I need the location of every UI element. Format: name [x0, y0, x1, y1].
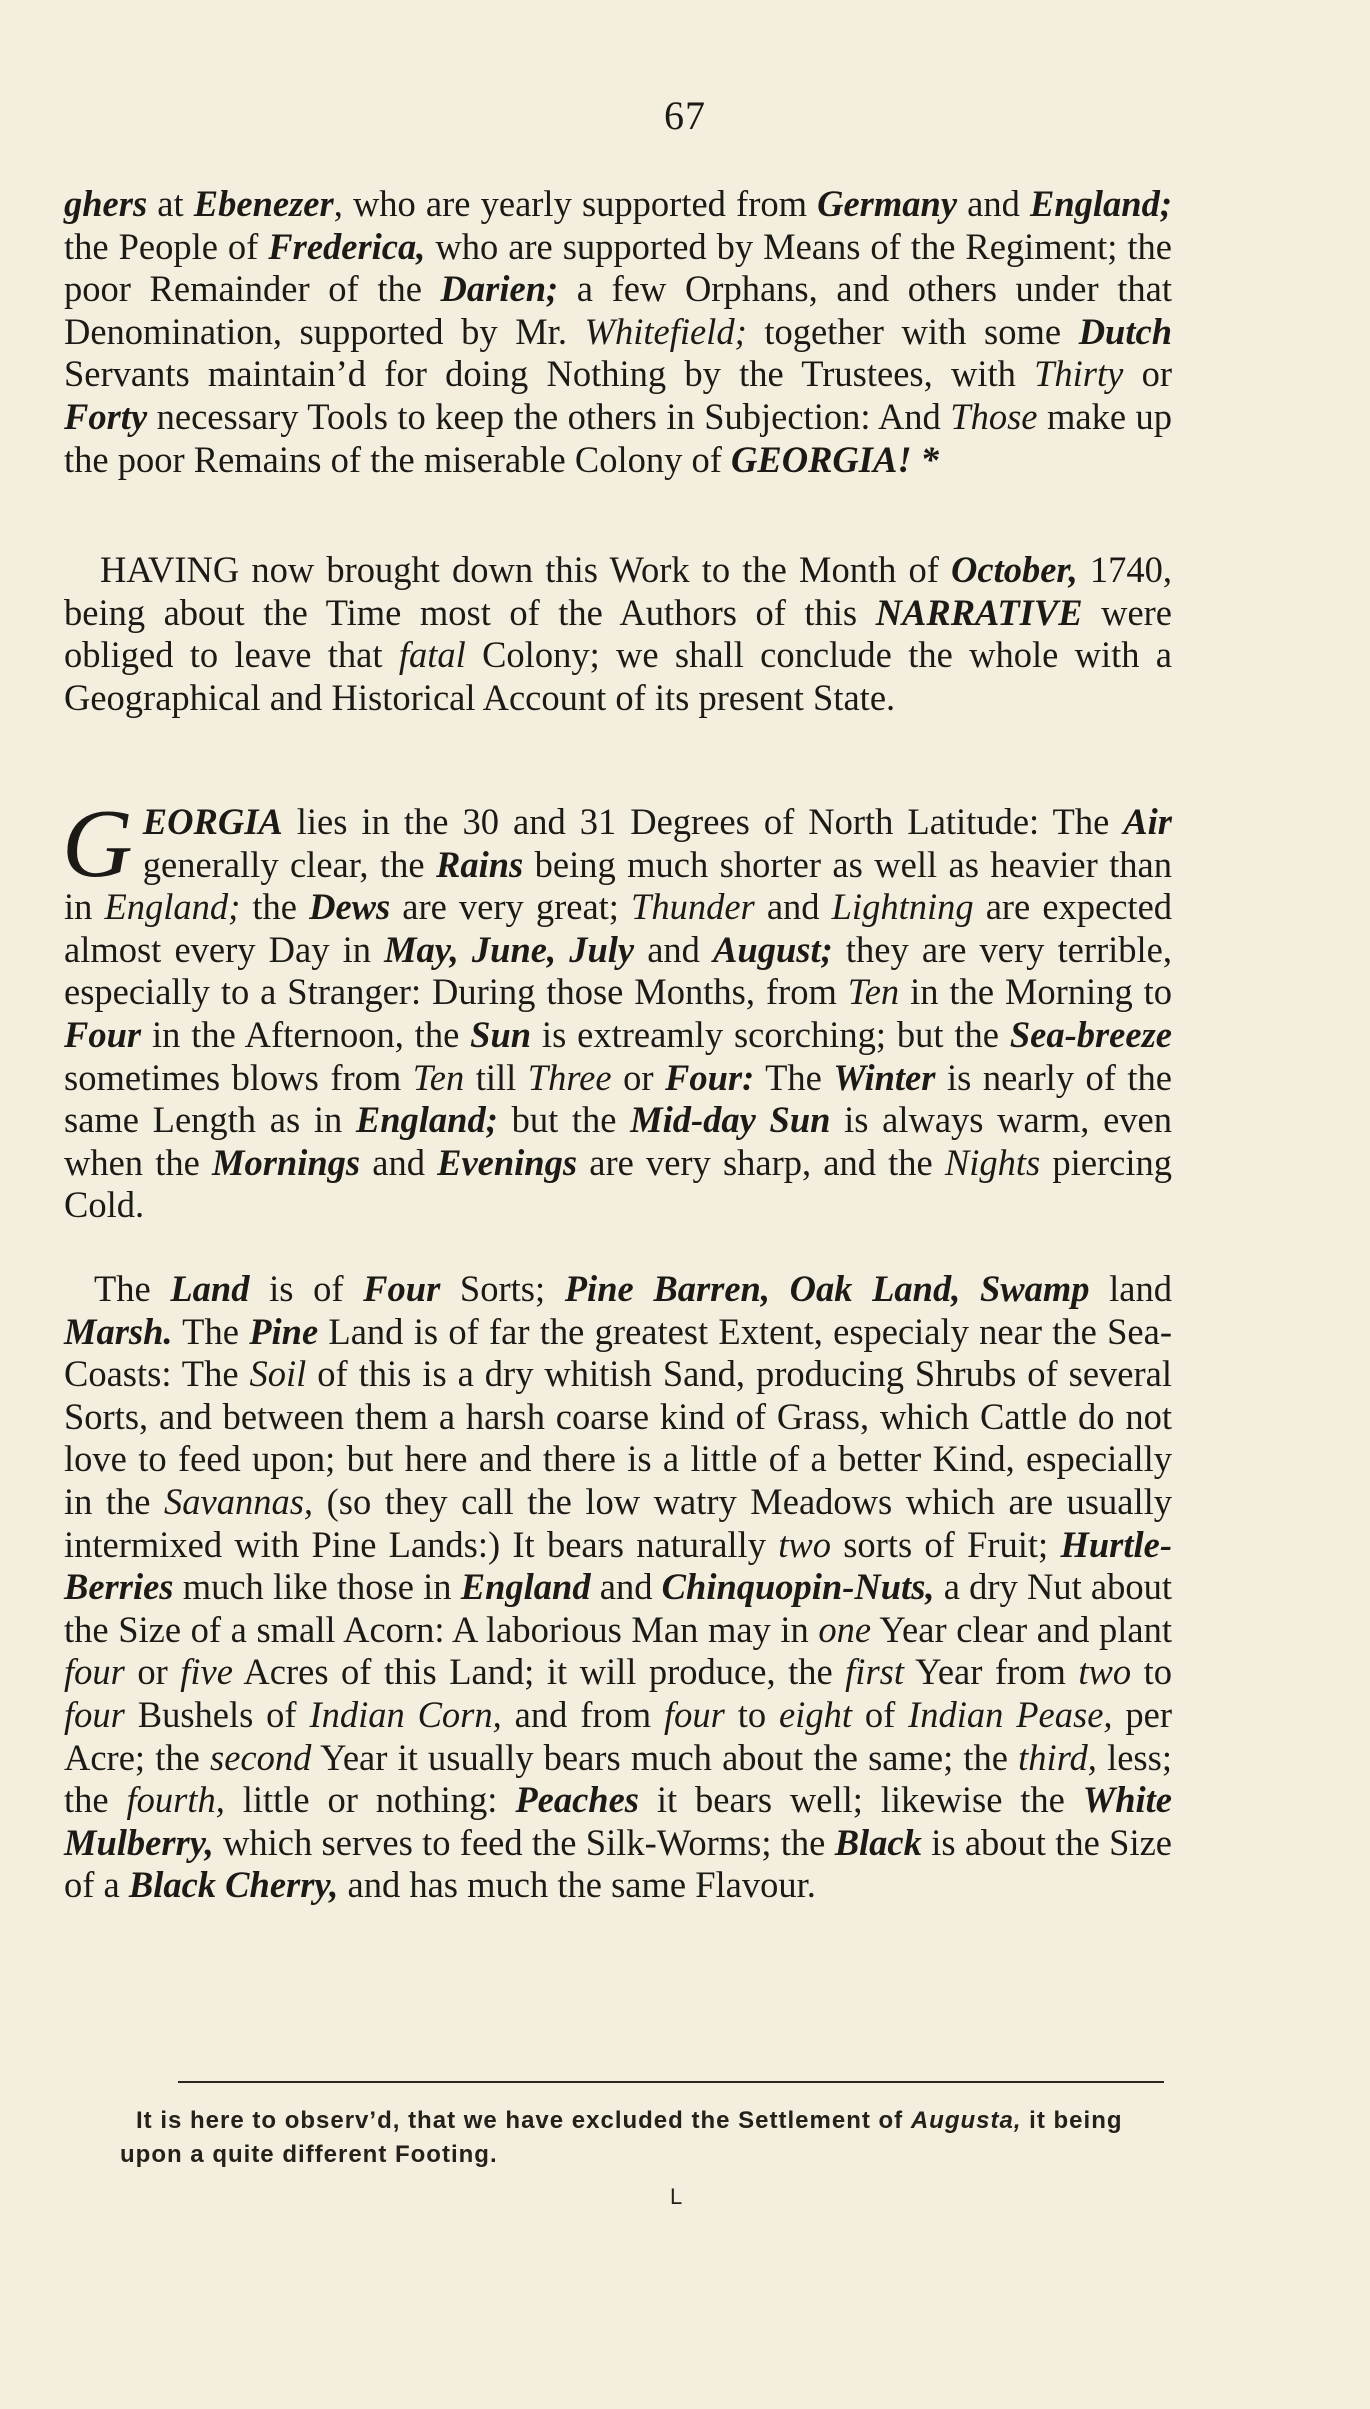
text-run: they are very terrible, especially to a Stranger: During those Months, from	[64, 928, 1173, 1013]
text-run: Dews	[309, 886, 391, 928]
text-run: Black	[834, 1821, 922, 1863]
text-run: Peaches	[515, 1779, 639, 1821]
text-run: in the Morning to	[899, 971, 1173, 1013]
signature-mark: L	[670, 2184, 683, 2209]
text-run: Sun	[470, 1013, 532, 1055]
text-run: Sorts;	[440, 1268, 565, 1309]
text-run: till	[464, 1056, 528, 1098]
text-run: , who are yearly supported from	[333, 183, 818, 224]
text-run: Augusta,	[910, 2107, 1022, 2134]
text-run: 1740, being about the Time most of the Authors of this	[64, 549, 1172, 633]
text-run: are expected almost every Day in	[64, 886, 1173, 970]
text-run: it being upon a quite different Footing.	[120, 2107, 1123, 2168]
text-run: Four	[363, 1268, 441, 1309]
text-run: Four	[64, 1013, 142, 1055]
text-run: four	[64, 1651, 125, 1693]
text-run: Acres of this Land; it will produce, the	[232, 1651, 846, 1693]
text-run: Chinquopin-Nuts,	[661, 1566, 935, 1608]
text-run: little or nothing:	[224, 1779, 516, 1821]
text-run: Darien;	[440, 268, 559, 310]
text-run: and from	[501, 1693, 665, 1735]
text-run: is extreamly scorching; but the	[531, 1013, 1010, 1055]
text-run: Land	[170, 1268, 250, 1309]
text-run: and	[754, 886, 832, 928]
paragraph-text	[64, 549, 1172, 719]
text-run: sometimes blows from	[64, 1056, 413, 1098]
text-run: Mid-day Sun	[630, 1099, 831, 1141]
text-run: the	[240, 886, 310, 928]
text-run: were obliged to leave that	[64, 591, 1173, 676]
text-run: eight	[778, 1693, 852, 1735]
text-run: per Acre; the	[64, 1693, 1172, 1778]
text-run: Year it usually bears much about the same; the	[311, 1736, 1019, 1778]
text-run: is about the Size of a	[64, 1821, 1172, 1906]
text-run: August;	[713, 928, 833, 970]
text-run: Bushels of	[124, 1693, 310, 1735]
text-run: Four:	[665, 1056, 755, 1098]
text-run: ghers	[64, 183, 148, 224]
text-run: much like those in	[173, 1566, 461, 1608]
text-run: necessary Tools to keep the others in Subjection: And	[147, 395, 951, 437]
paragraph-having-brought	[64, 549, 1172, 719]
text-run: Servants maintain’d for doing Nothing by the Trustees, with	[64, 353, 1035, 395]
text-run: Colony; we shall conclude the whole with a Geographical and Historical Account of its present State.	[64, 634, 1172, 718]
paragraph-text	[64, 183, 1172, 481]
text-run: sorts of Fruit;	[830, 1523, 1061, 1565]
text-run: Winter	[833, 1056, 936, 1098]
text-run: and	[590, 1566, 662, 1608]
text-run: Year from	[904, 1651, 1079, 1693]
text-run: Hurtle-Berries	[64, 1523, 1172, 1608]
text-run: Sea-breeze	[1009, 1013, 1172, 1055]
text-run: make up the poor Remains of the miserable Colony of	[64, 395, 1172, 480]
text-run: Savannas,	[164, 1480, 314, 1522]
text-run: which serves to feed the Silk-Worms; the	[213, 1821, 835, 1863]
text-run: of this is a dry whitish Sand, producing Shrubs of several Sorts, and between them a harsh coarse kind of Grass, which Cattle do not love to feed upon; but here and there is a little of a better Kind, especially in the	[64, 1353, 1172, 1522]
paragraph-georgia-climate	[62, 790, 1173, 1227]
text-run: Indian Pease,	[908, 1693, 1113, 1735]
text-run: are very sharp, and the	[577, 1141, 945, 1183]
text-run: England;	[355, 1099, 498, 1141]
text-run: in the Afternoon, the	[141, 1013, 471, 1055]
text-run: fatal	[398, 634, 466, 676]
text-run: Marsh.	[64, 1310, 173, 1352]
text-run: Dutch	[1078, 310, 1173, 352]
paragraph-colony-remains	[64, 183, 1172, 481]
text-run: first	[845, 1651, 904, 1693]
text-run: four	[664, 1693, 725, 1735]
text-run: Forty	[64, 395, 148, 437]
text-run: a few Orphans, and others under that Denomination, supported by Mr.	[64, 268, 1172, 352]
footnote-divider	[178, 2081, 1164, 2083]
text-run: are very great;	[390, 886, 632, 928]
text-run: or	[124, 1651, 181, 1693]
text-run: Germany	[817, 183, 958, 224]
text-run: is always warm, even when the	[64, 1099, 1172, 1183]
text-run: Evenings	[437, 1141, 578, 1183]
text-run: Lightning	[831, 886, 974, 928]
text-run: Ten	[847, 971, 900, 1013]
text-run: it bears well; likewise the	[638, 1779, 1083, 1821]
text-run: Nights	[944, 1141, 1041, 1183]
text-run: the People of	[64, 225, 269, 267]
text-run: at	[147, 183, 194, 224]
text-run: fourth,	[126, 1779, 225, 1821]
text-run: The	[754, 1056, 834, 1098]
text-run: Air	[1123, 801, 1172, 842]
text-run: It is here to observ’d, that we have excluded the Settlement of	[136, 2107, 911, 2134]
text-run: The	[94, 1268, 171, 1309]
text-run: The	[172, 1310, 250, 1352]
text-run: Rains	[435, 843, 524, 885]
text-run: Thirty	[1034, 353, 1124, 395]
text-run: one	[818, 1608, 872, 1650]
text-run: to	[724, 1693, 779, 1735]
text-run: EORGIA	[142, 801, 283, 842]
text-run: is of	[249, 1268, 364, 1309]
text-run: two	[1078, 1651, 1132, 1693]
text-run: and	[360, 1141, 438, 1183]
text-run: Whitefield;	[584, 310, 747, 352]
text-run: England;	[104, 886, 241, 928]
text-run: Frederica,	[268, 225, 426, 267]
text-run: and	[634, 928, 714, 970]
text-run: Land is of far the greatest Extent, especialy near the Sea-Coasts: The	[64, 1310, 1172, 1395]
text-run: to	[1131, 1651, 1172, 1693]
text-run: piercing Cold.	[64, 1141, 1173, 1226]
text-run: five	[180, 1651, 233, 1693]
text-run: of	[851, 1693, 909, 1735]
text-run: generally clear, the	[142, 843, 436, 885]
drop-cap: G	[62, 790, 133, 898]
text-run: is nearly of the same Length as in	[64, 1056, 1173, 1141]
text-run: two	[778, 1523, 831, 1565]
text-run: Those	[950, 395, 1038, 437]
text-run: being much shorter as well as heavier than in	[64, 843, 1172, 928]
paragraph-text	[62, 790, 1173, 1227]
text-run: White Mulberry,	[64, 1779, 1172, 1863]
text-run: Pine	[249, 1310, 319, 1352]
text-run: or	[611, 1056, 666, 1098]
footnote	[120, 2104, 1172, 2172]
text-run: HAVING now brought down this Work to the Month of	[100, 549, 952, 590]
text-run: less; the	[64, 1736, 1172, 1821]
text-run: lies in the 30 and 31 Degrees of North Latitude: The	[282, 801, 1124, 842]
text-run: four	[64, 1693, 125, 1735]
text-run: England;	[1030, 183, 1172, 224]
text-run: third,	[1018, 1736, 1097, 1778]
text-run: second	[209, 1736, 312, 1778]
text-run: Ten	[412, 1056, 465, 1098]
text-run: Pine Barren, Oak Land, Swamp	[564, 1268, 1090, 1309]
text-run: England	[460, 1566, 591, 1608]
paragraph-land-sorts	[64, 1268, 1172, 1907]
text-run: NARRATIVE	[875, 591, 1083, 633]
text-run: Three	[527, 1056, 612, 1098]
text-run: Indian Corn,	[309, 1693, 502, 1735]
text-run: who are supported by Means of the Regiment; the poor Remainder of the	[64, 225, 1172, 310]
text-run: together with some	[746, 310, 1079, 352]
text-run: May, June, July	[384, 928, 635, 970]
text-run: and has much the same Flavour.	[338, 1864, 816, 1906]
text-run: land	[1089, 1268, 1172, 1309]
footnote-text	[120, 2104, 1172, 2172]
text-run: Mornings	[211, 1141, 361, 1183]
text-run: Black Cherry,	[128, 1864, 339, 1906]
text-run: Year clear and plant	[871, 1608, 1172, 1650]
text-run: or	[1123, 353, 1173, 395]
text-run: a dry Nut about the Size of a small Acorn: A laborious Man may in	[64, 1566, 1173, 1650]
text-run: and	[957, 183, 1030, 224]
paragraph-text	[64, 1268, 1172, 1907]
text-run: (so they call the low watry Meadows which are usually intermixed with Pine Lands:) It bears naturally	[64, 1480, 1172, 1565]
text-run: GEORGIA! *	[731, 438, 939, 480]
text-run: but the	[497, 1099, 631, 1141]
text-run: Ebenezer	[193, 183, 334, 224]
text-run: Thunder	[631, 886, 755, 928]
text-run: October,	[951, 549, 1078, 590]
page-number: 67	[664, 93, 706, 138]
text-run: Soil	[249, 1353, 307, 1395]
